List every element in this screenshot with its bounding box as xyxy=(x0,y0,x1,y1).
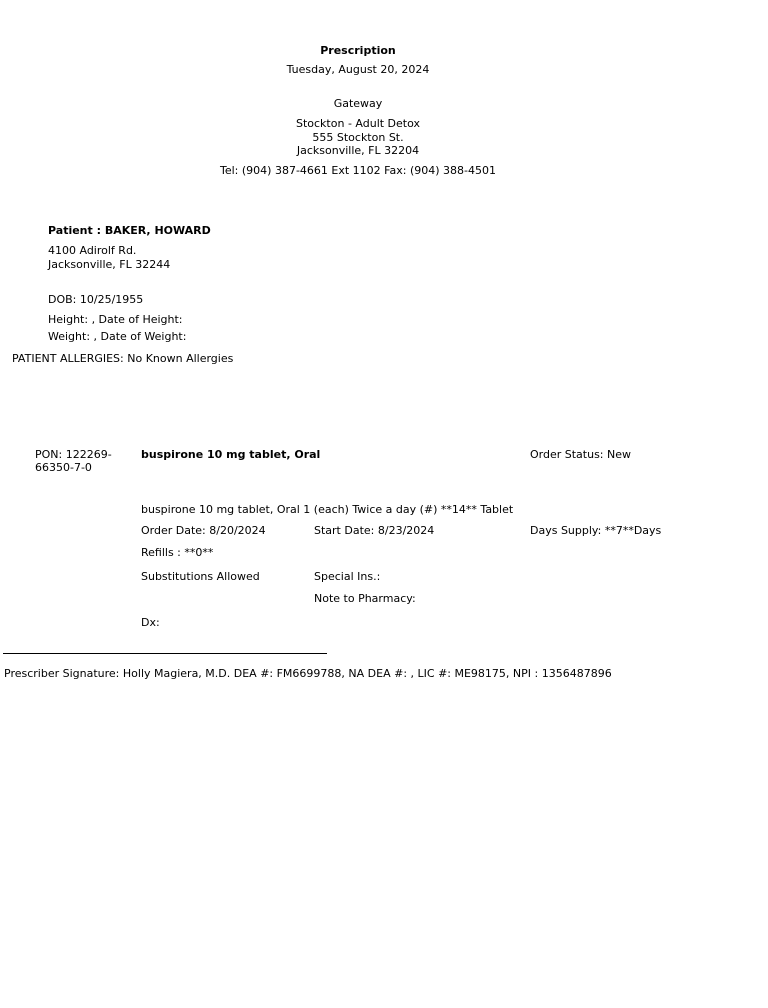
note-to-pharmacy: Note to Pharmacy: xyxy=(314,592,416,605)
drug-title: buspirone 10 mg tablet, Oral xyxy=(141,448,321,461)
facility-name: Stockton - Adult Detox xyxy=(295,117,421,130)
facility-street: 555 Stockton St. xyxy=(312,131,404,144)
order-status: Order Status: New xyxy=(530,448,632,461)
organization-name: Gateway xyxy=(333,97,383,110)
signature-line xyxy=(3,653,327,654)
order-date: Order Date: 8/20/2024 xyxy=(141,524,266,537)
patient-weight: Weight: , Date of Weight: xyxy=(48,330,187,343)
patient-name: Patient : BAKER, HOWARD xyxy=(48,224,211,237)
prescription-sig: buspirone 10 mg tablet, Oral 1 (each) Twice a day (#) **14** Tablet xyxy=(141,503,514,516)
pon-line-2: 66350-7-0 xyxy=(35,461,92,474)
document-date: Tuesday, August 20, 2024 xyxy=(286,63,430,76)
refills: Refills : **0** xyxy=(141,546,214,559)
pon-line-1: PON: 122269- xyxy=(35,448,112,461)
days-supply: Days Supply: **7**Days xyxy=(530,524,662,537)
patient-allergies: PATIENT ALLERGIES: No Known Allergies xyxy=(12,352,234,365)
patient-height: Height: , Date of Height: xyxy=(48,313,183,326)
facility-city: Jacksonville, FL 32204 xyxy=(296,144,420,157)
facility-phone-fax: Tel: (904) 387-4661 Ext 1102 Fax: (904) 388-4501 xyxy=(220,164,496,177)
diagnosis: Dx: xyxy=(141,616,160,629)
document-title: Prescription xyxy=(320,44,396,57)
special-instructions: Special Ins.: xyxy=(314,570,381,583)
patient-street: 4100 Adirolf Rd. xyxy=(48,244,137,257)
patient-city: Jacksonville, FL 32244 xyxy=(48,258,171,271)
start-date: Start Date: 8/23/2024 xyxy=(314,524,435,537)
substitutions: Substitutions Allowed xyxy=(141,570,260,583)
prescriber-signature: Prescriber Signature: Holly Magiera, M.D. DEA #: FM6699788, NA DEA #: , LIC #: ME98175, NPI : 1356487896 xyxy=(4,667,612,680)
patient-dob: DOB: 10/25/1955 xyxy=(48,293,144,306)
